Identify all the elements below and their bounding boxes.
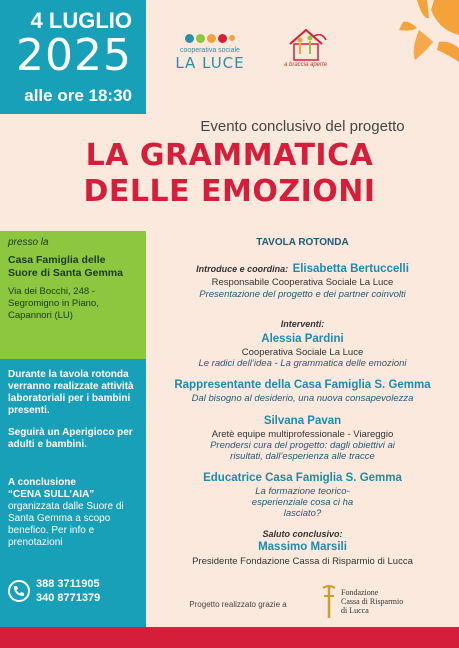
activities-text: Durante la tavola rotonda verranno realizzate attività laboratoriali per i bambini presenti. [8, 369, 134, 416]
speaker-role: Cooperativa Sociale La Luce [241, 347, 364, 358]
intro-role: Responsabile Cooperativa Sociale La Luce [211, 277, 394, 288]
fondazione-line-2: Cassa di Risparmio [341, 597, 404, 606]
logo-subtitle: cooperativa sociale [180, 47, 240, 54]
event-year: 2025 [16, 30, 132, 81]
speaker-topic: Prendersi cura del progetto: dagli obiettivi ai risultati, dall’esperienza alle tracce [210, 440, 395, 462]
closing-role: Presidente Fondazione Cassa di Risparmio di Lucca [192, 556, 413, 567]
braccia-caption: a braccia aperte [284, 62, 328, 68]
house-family-icon [284, 26, 344, 62]
event-title [0, 138, 459, 210]
dinner-lead: A conclusione [8, 477, 76, 488]
fondazione-emblem-icon [319, 584, 339, 620]
phone-number-1[interactable]: 388 3711905 [36, 578, 100, 590]
program-heading: TAVOLA ROTONDA [256, 237, 349, 248]
intro-label: Introduce e coordina: [196, 264, 289, 274]
speaker-name: Silvana Pavan [263, 415, 342, 427]
intro-name: Elisabetta Bertuccelli [292, 263, 409, 275]
intro-topic: Presentazione del progetto e dei partner coinvolti [199, 289, 406, 300]
closing-name: Massimo Marsili [258, 541, 347, 553]
fondazione-line-3: di Lucca [341, 606, 369, 615]
phone-contacts [8, 577, 100, 605]
phone-icon [8, 580, 30, 602]
speaker-name: Rappresentante della Casa Famiglia S. Gemma [174, 379, 431, 391]
title-line-2: DELLE EMOZIONI [83, 174, 376, 209]
intro-line [146, 259, 459, 277]
program-section [146, 231, 459, 627]
la-luce-logo [170, 30, 250, 80]
logo-dots-icon [170, 30, 250, 46]
location-address: Via dei Bocchi, 248 - Segromigno in Piano, Capannori (LU) [8, 286, 99, 321]
title-line-1: LA GRAMMATICA [85, 138, 374, 173]
speaker-topic: Le radici dell’idea - La grammatica delle emozioni [198, 358, 407, 369]
sun-decoration-icon [359, 0, 459, 90]
speaker-name: Educatrice Casa Famiglia S. Gemma [203, 472, 402, 484]
dinner-details: organizzata dalle Suore di Santa Gemma a scopo benefico. Per info e prenotazioni [8, 501, 124, 548]
dinner-name: “CENA SULL’AIA” [8, 489, 95, 500]
aperigioco-text: Seguirà un Aperigioco per adulti e bambini. [8, 427, 133, 450]
location-intro: presso la [8, 237, 49, 248]
info-block [0, 359, 146, 627]
phone-number-2[interactable]: 340 8771379 [36, 592, 101, 604]
speaker-name: Alessia Pardini [261, 333, 344, 345]
location-block [0, 231, 146, 359]
event-subtitle: Evento conclusivo del progetto [200, 118, 405, 135]
fondazione-name [341, 588, 403, 615]
braccia-aperte-logo [284, 26, 354, 76]
speaker-topic: La formazione teorico-esperienziale cosa ci ha lasciato? [251, 486, 354, 519]
closing-label: Saluto conclusivo: [262, 529, 343, 539]
credit-text: Progetto realizzato grazie a [189, 600, 287, 609]
interventi-label: Interventi: [280, 319, 325, 329]
bottom-bar [0, 627, 459, 648]
logo-name: LA LUCE [175, 54, 245, 72]
fondazione-logo [319, 584, 439, 622]
location-place: Casa Famiglia delle Suore di Santa Gemma [8, 254, 123, 279]
event-time: alle ore 18:30 [24, 86, 132, 105]
date-block [0, 0, 146, 114]
event-day: 4 LUGLIO [30, 8, 132, 33]
speaker-topic: Dal bisogno al desiderio, una nuova consapevolezza [191, 393, 414, 404]
fondazione-line-1: Fondazione [341, 588, 379, 597]
dinner-text [8, 477, 138, 549]
speaker-role: Aretè equipe multiprofessionale - Viareggio [211, 429, 394, 440]
